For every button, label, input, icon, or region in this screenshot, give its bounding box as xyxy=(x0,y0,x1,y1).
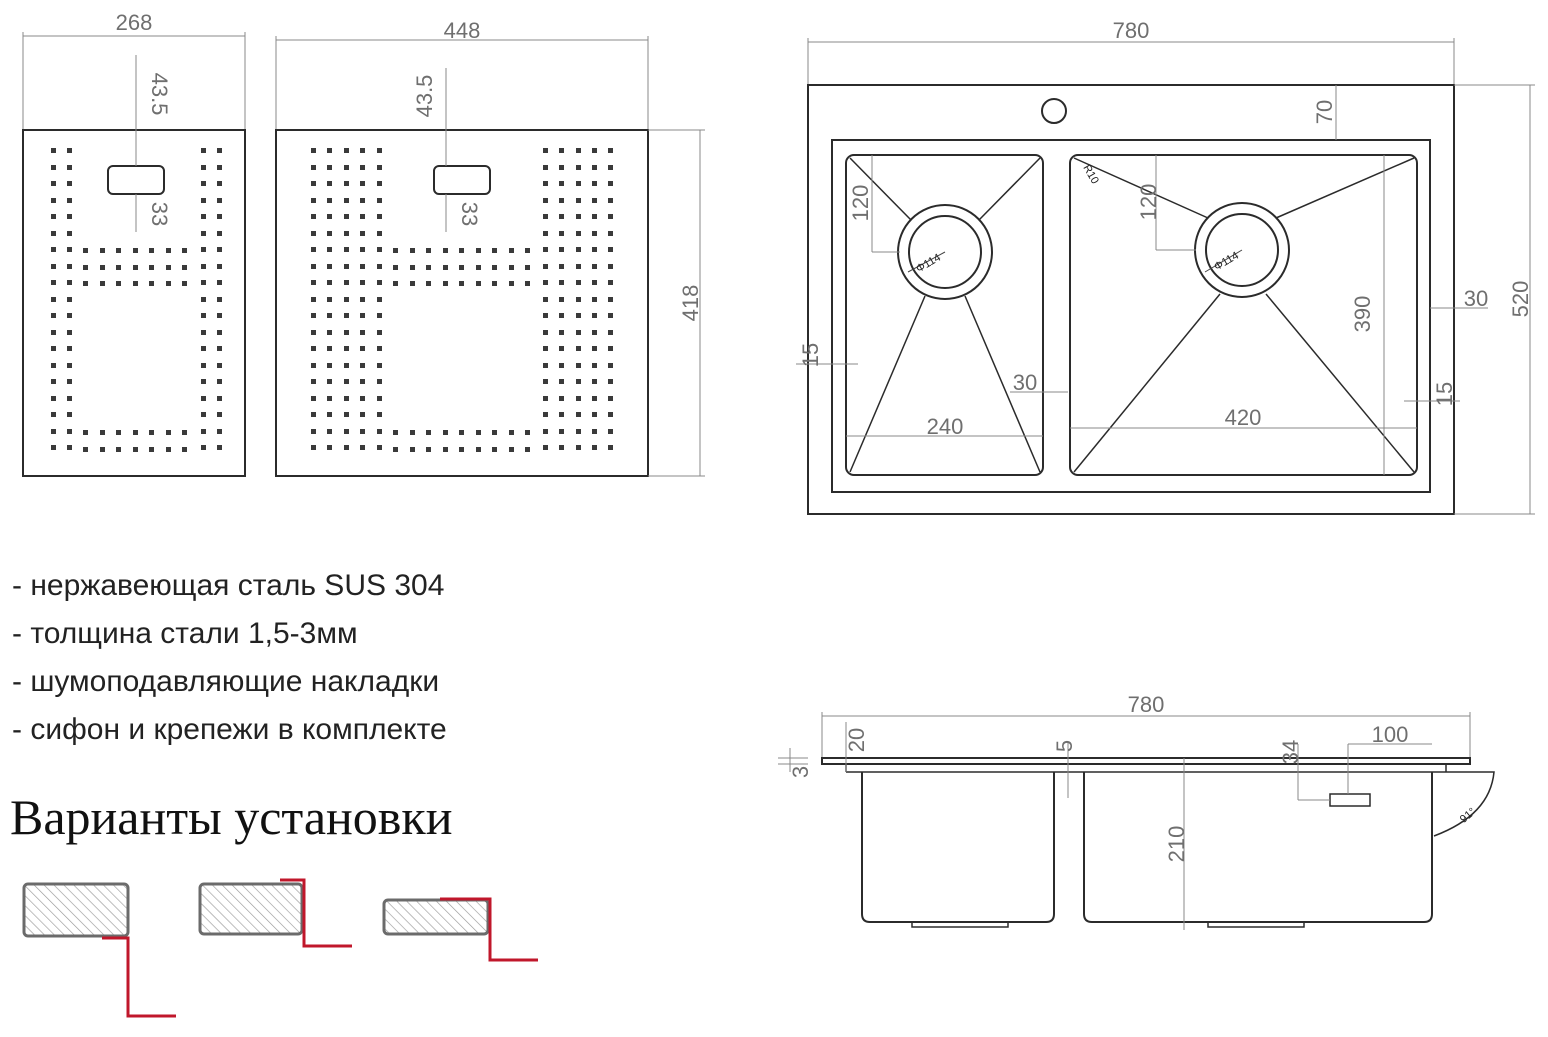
right-drain-offset-label: 120 xyxy=(1136,183,1161,221)
bottom-margin-label: 15 xyxy=(1432,381,1457,407)
overflow-holes xyxy=(1330,794,1370,806)
small-grid-handle-slot xyxy=(108,166,164,194)
small-drain-grid xyxy=(23,10,245,476)
sink-width-label: 780 xyxy=(1112,18,1150,43)
small-grid-width-label: 268 xyxy=(115,10,153,35)
mounting-variant-1 xyxy=(24,884,176,1016)
left-drain-diameter-label: Φ114 xyxy=(914,251,943,276)
step-label: 5 xyxy=(1052,739,1077,753)
angle-label: 91° xyxy=(1457,805,1479,826)
side-gap-label: 15 xyxy=(798,342,823,368)
spec-item: - нержавеющая сталь SUS 304 xyxy=(12,569,445,602)
flange-label: 20 xyxy=(844,727,869,753)
corner-radius-label: R10 xyxy=(1080,162,1101,187)
left-drain-offset-label: 120 xyxy=(848,184,873,222)
thickness-label: 3 xyxy=(788,765,813,779)
large-grid-width-label: 448 xyxy=(443,18,481,43)
sink-depth-label: 520 xyxy=(1508,280,1533,318)
spec-list xyxy=(12,562,447,754)
grid-height-label: 418 xyxy=(678,284,703,322)
right-bowl-profile xyxy=(1084,772,1432,922)
side-width-label: 780 xyxy=(1127,692,1165,717)
tap-hole xyxy=(1042,99,1066,123)
small-grid-hole-offset-label: 43.5 xyxy=(147,72,172,116)
left-bowl-width-label: 240 xyxy=(926,414,964,439)
small-grid-hole-size-label: 33 xyxy=(147,201,172,227)
left-bowl-profile xyxy=(862,772,1054,922)
sink-side-view xyxy=(778,692,1494,930)
sink-top-view xyxy=(796,18,1535,514)
right-margin-label: 30 xyxy=(1463,286,1489,311)
mounting-variant-3 xyxy=(384,899,538,960)
side-depth-label: 210 xyxy=(1164,825,1189,863)
overflow-offset-label: 100 xyxy=(1371,722,1409,747)
bowl-depth-label: 390 xyxy=(1350,295,1375,333)
partition-label: 30 xyxy=(1012,370,1038,395)
spec-item: - толщина стали 1,5-3мм xyxy=(12,617,358,650)
right-bowl-width-label: 420 xyxy=(1224,405,1262,430)
large-grid-hole-size-label: 33 xyxy=(457,201,482,227)
right-drain-diameter-label: Φ114 xyxy=(1212,249,1241,274)
sink-deck xyxy=(822,758,1470,764)
mounting-variants-title: Варианты установки xyxy=(10,789,453,845)
overflow-height-label: 34 xyxy=(1278,739,1303,765)
spec-item: - сифон и крепежи в комплекте xyxy=(12,713,447,746)
tap-offset-label: 70 xyxy=(1312,99,1337,125)
spec-item: - шумоподавляющие накладки xyxy=(12,665,440,698)
large-drain-grid xyxy=(276,18,705,476)
large-grid-hole-offset-label: 43.5 xyxy=(412,74,437,118)
mounting-variant-2 xyxy=(200,880,352,946)
large-grid-handle-slot xyxy=(434,166,490,194)
